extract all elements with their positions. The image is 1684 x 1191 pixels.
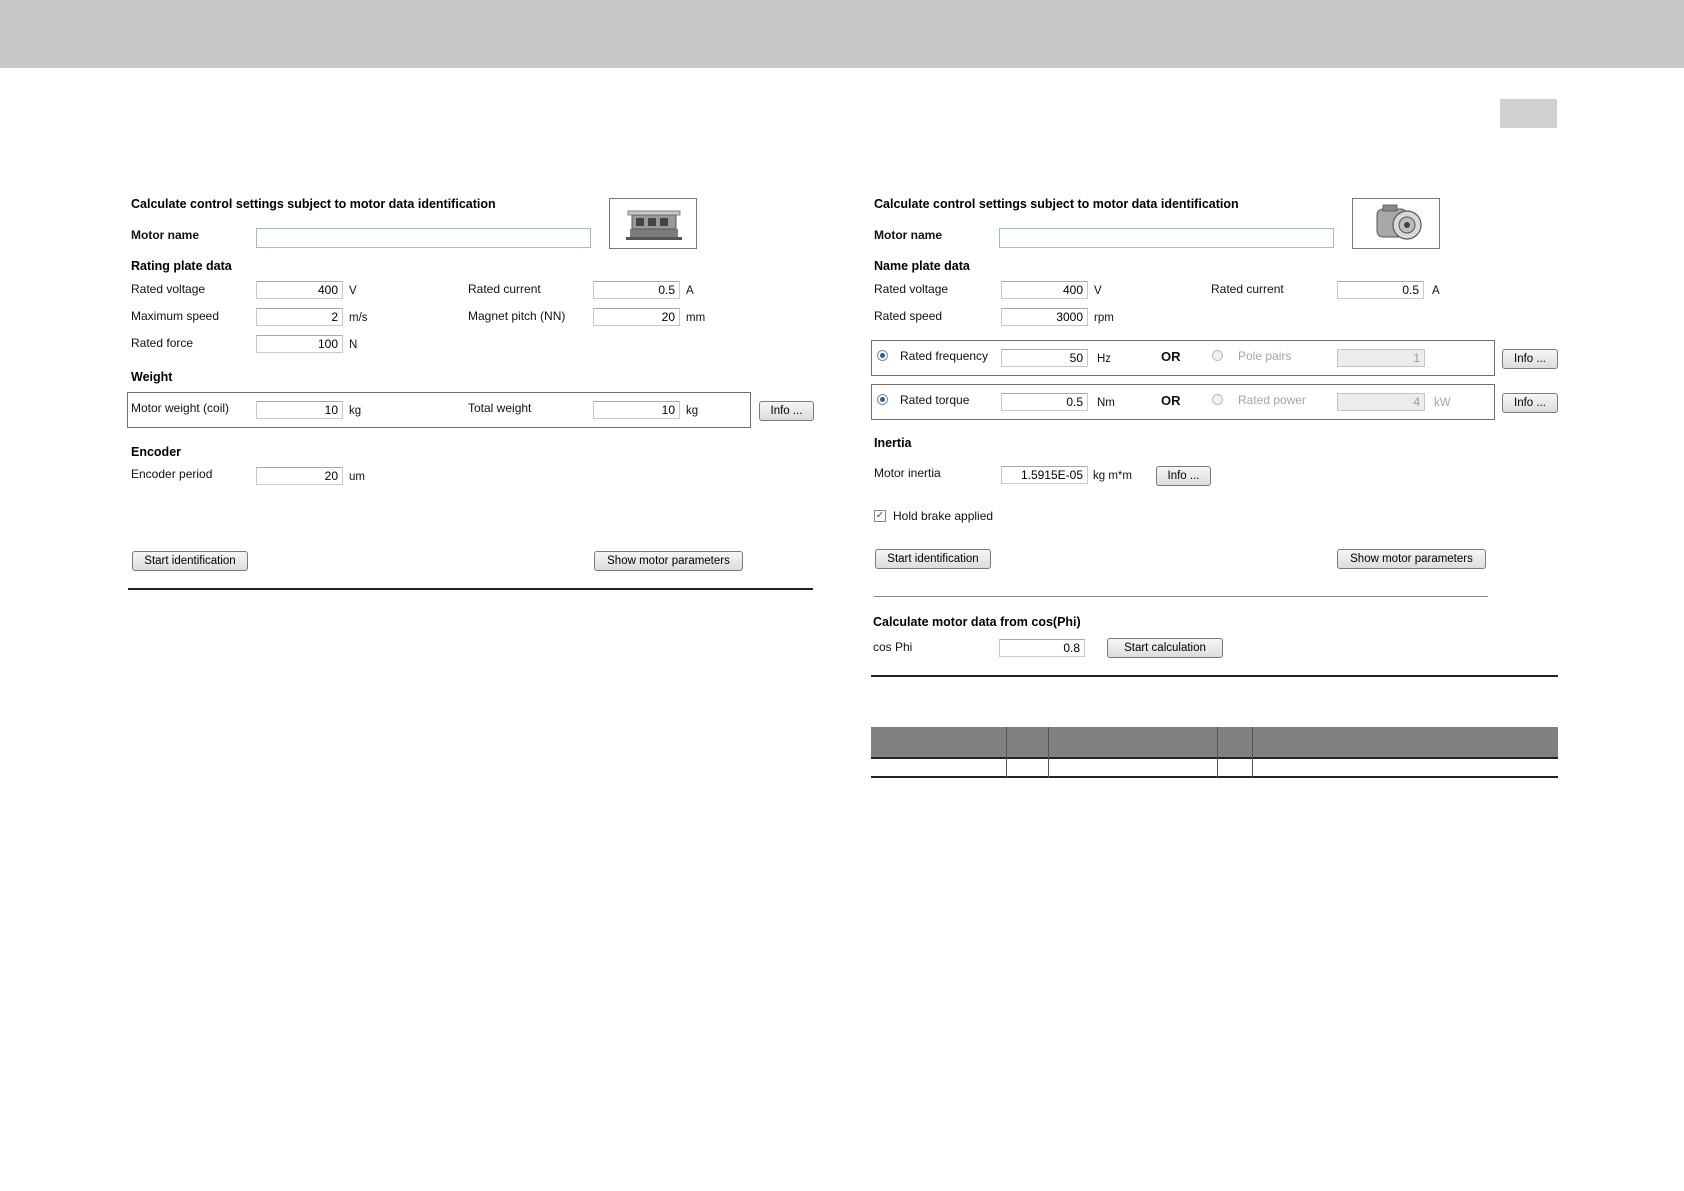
right-motor-inertia-input[interactable]: 1.5915E-05 (1001, 466, 1088, 484)
table-column-separator (1048, 727, 1049, 778)
left-motor-weight-unit: kg (349, 405, 362, 417)
right-motor-inertia-unit: kg m*m (1093, 470, 1132, 482)
right-rated-voltage-label: Rated voltage (874, 282, 949, 296)
left-rating-heading: Rating plate data (131, 259, 232, 273)
right-show-motor-params-button[interactable]: Show motor parameters (1337, 549, 1486, 569)
left-bottom-divider (128, 588, 813, 590)
left-total-weight-input[interactable]: 10 (593, 401, 680, 419)
right-pole-pairs-label: Pole pairs (1238, 349, 1292, 363)
left-motor-weight-label: Motor weight (coil) (131, 401, 230, 415)
or-label-frequency: OR (1161, 349, 1181, 364)
left-rated-force-input[interactable]: 100 (256, 335, 343, 353)
table-column-separator (1252, 727, 1253, 778)
right-rated-voltage-unit: V (1094, 285, 1102, 297)
left-rated-current-unit: A (686, 285, 694, 297)
right-rated-torque-input[interactable]: 0.5 (1001, 393, 1088, 411)
frequency-info-button[interactable]: Info ... (1502, 349, 1558, 369)
right-rated-frequency-input[interactable]: 50 (1001, 349, 1088, 367)
left-info-button[interactable]: Info ... (759, 401, 814, 421)
left-weight-heading: Weight (131, 370, 173, 384)
table-column-separator (1006, 727, 1007, 778)
left-rated-force-unit: N (349, 339, 358, 351)
left-motor-name-label: Motor name (131, 228, 200, 242)
rated-frequency-radio[interactable] (877, 350, 888, 361)
right-rated-current-label: Rated current (1211, 282, 1284, 296)
right-rated-voltage-input[interactable]: 400 (1001, 281, 1088, 299)
left-total-weight-label: Total weight (468, 401, 532, 415)
right-rated-speed-input[interactable]: 3000 (1001, 308, 1088, 326)
right-hold-brake-label: Hold brake applied (893, 509, 994, 523)
right-rated-speed-unit: rpm (1094, 312, 1114, 324)
right-heading: Calculate control settings subject to motor data identification (874, 197, 1239, 211)
linear-motor-icon (610, 199, 696, 248)
left-rated-voltage-label: Rated voltage (131, 282, 206, 296)
rated-torque-radio[interactable] (877, 394, 888, 405)
right-mid-divider (874, 596, 1488, 597)
left-magnet-pitch-label: Magnet pitch (NN) (468, 309, 566, 323)
parameter-table-header (871, 727, 1558, 757)
right-cosphi-heading: Calculate motor data from cos(Phi) (873, 615, 1081, 629)
right-motor-inertia-label: Motor inertia (874, 466, 941, 480)
left-show-motor-params-button[interactable]: Show motor parameters (594, 551, 743, 571)
right-rated-frequency-unit: Hz (1097, 353, 1112, 365)
right-motor-name-input[interactable] (999, 228, 1334, 248)
left-motor-name-input[interactable] (256, 228, 591, 248)
right-rated-power-label: Rated power (1238, 393, 1307, 407)
left-motor-weight-input[interactable]: 10 (256, 401, 343, 419)
right-rated-current-unit: A (1432, 285, 1440, 297)
pole-pairs-radio[interactable] (1212, 350, 1223, 361)
right-rated-frequency-label: Rated frequency (900, 349, 989, 363)
right-rated-power-input[interactable]: 4 (1337, 393, 1425, 411)
left-start-identification-button[interactable]: Start identification (132, 551, 248, 571)
left-total-weight-unit: kg (686, 405, 699, 417)
right-pole-pairs-input[interactable]: 1 (1337, 349, 1425, 367)
rotary-motor-icon (1353, 199, 1439, 248)
right-cosphi-input[interactable]: 0.8 (999, 639, 1085, 657)
parameter-table-row (871, 759, 1558, 776)
left-max-speed-label: Maximum speed (131, 309, 220, 323)
parameter-table-bottom-rule (871, 776, 1558, 778)
left-motor-image (609, 198, 697, 249)
right-nameplate-heading: Name plate data (874, 259, 970, 273)
or-label-torque: OR (1161, 393, 1181, 408)
inertia-info-button[interactable]: Info ... (1156, 466, 1211, 486)
left-encoder-heading: Encoder (131, 445, 182, 459)
left-magnet-pitch-input[interactable]: 20 (593, 308, 680, 326)
left-max-speed-unit: m/s (349, 312, 368, 324)
left-heading: Calculate control settings subject to motor data identification (131, 197, 496, 211)
left-rated-current-label: Rated current (468, 282, 541, 296)
right-rated-power-unit: kW (1434, 397, 1451, 409)
left-encoder-period-unit: um (349, 471, 365, 483)
right-motor-image (1352, 198, 1440, 249)
right-rated-torque-unit: Nm (1097, 397, 1115, 409)
right-rated-speed-label: Rated speed (874, 309, 943, 323)
left-encoder-period-label: Encoder period (131, 467, 213, 481)
start-calculation-button[interactable]: Start calculation (1107, 638, 1223, 658)
left-rated-force-label: Rated force (131, 336, 194, 350)
left-magnet-pitch-unit: mm (686, 312, 706, 324)
left-rated-current-input[interactable]: 0.5 (593, 281, 680, 299)
right-cosphi-label: cos Phi (873, 640, 913, 654)
left-rated-voltage-unit: V (349, 285, 357, 297)
right-start-identification-button[interactable]: Start identification (875, 549, 991, 569)
right-rated-current-input[interactable]: 0.5 (1337, 281, 1424, 299)
torque-info-button[interactable]: Info ... (1502, 393, 1558, 413)
rated-power-radio[interactable] (1212, 394, 1223, 405)
right-rated-torque-label: Rated torque (900, 393, 970, 407)
hold-brake-checkbox[interactable]: ✓ (875, 510, 885, 521)
page-number-box (1500, 99, 1557, 128)
page-header-bar (0, 0, 1684, 68)
right-inertia-heading: Inertia (874, 436, 912, 450)
table-column-separator (1217, 727, 1218, 778)
left-max-speed-input[interactable]: 2 (256, 308, 343, 326)
left-rated-voltage-input[interactable]: 400 (256, 281, 343, 299)
right-motor-name-label: Motor name (874, 228, 943, 242)
left-encoder-period-input[interactable]: 20 (256, 467, 343, 485)
right-bottom-divider (871, 675, 1558, 677)
